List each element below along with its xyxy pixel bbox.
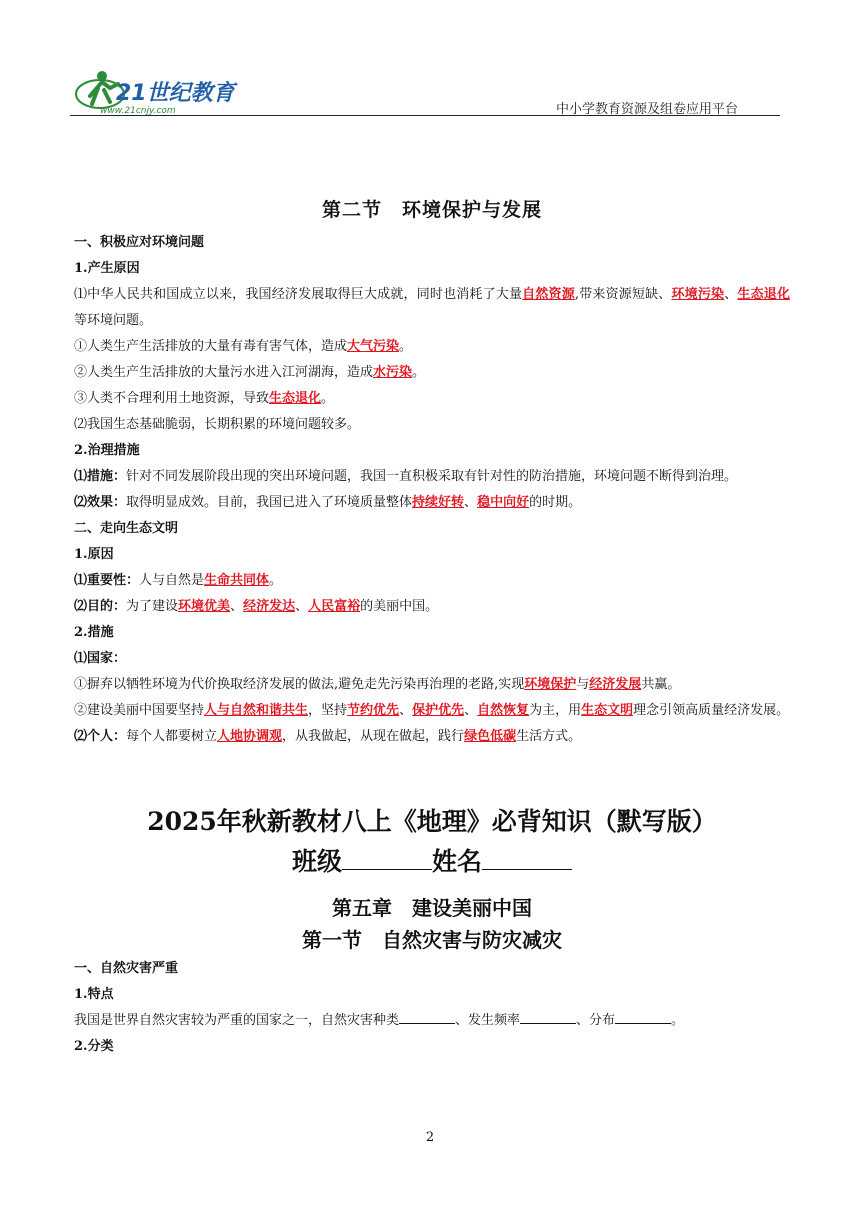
keyword: 经济发达 — [243, 599, 296, 614]
dictation-title: 2025年秋新教材八上《地理》必背知识（默写版） — [147, 807, 717, 836]
keyword: 节约优先 — [347, 703, 400, 718]
keyword: 生态退化 — [269, 391, 322, 406]
keyword: 大气污染 — [347, 339, 400, 354]
page-number: 2 — [425, 1130, 435, 1145]
paragraph-water-pollution: ②人类生产生活排放的大量污水进入江河湖海，造成水污染。 — [74, 365, 426, 380]
keyword: 自然资源 — [522, 287, 575, 302]
page-header — [70, 66, 780, 118]
class-blank[interactable] — [342, 869, 432, 870]
keyword: 水污染 — [373, 365, 413, 380]
keyword: 保护优先 — [412, 703, 465, 718]
fill-blank-types[interactable] — [399, 1023, 455, 1024]
keyword: 生态退化 — [737, 287, 790, 302]
heading-1: 一、积极应对环境问题 — [74, 235, 205, 250]
heading-disaster: 一、自然灾害严重 — [74, 961, 179, 976]
chapter-title: 第五章 建设美丽中国 — [332, 896, 532, 920]
logo-text: 21世纪教育 — [116, 81, 235, 106]
platform-name: 中小学教育资源及组卷应用平台 — [555, 102, 738, 117]
paragraph-country-1: ①摒弃以牺牲环境为代价换取经济发展的做法,避免走先污染再治理的老路,实现环境保护与经济发展共赢。 — [74, 677, 681, 692]
logo-url-text: www.21cnjy.com — [100, 106, 176, 116]
paragraph-individual: ⑵个人：每个人都要树立人地协调观，从我做起，从现在做起，践行绿色低碳生活方式。 — [74, 729, 582, 744]
keyword: 生态文明 — [581, 703, 634, 718]
document-body — [74, 195, 790, 1060]
logo — [70, 66, 240, 118]
keyword: 人与自然和谐共生 — [204, 703, 309, 718]
subheading-measures: 2.治理措施 — [74, 443, 140, 458]
subheading-classification: 2.分类 — [74, 1039, 114, 1054]
keyword: 环境优美 — [178, 599, 231, 614]
keyword: 环境保护 — [524, 677, 577, 692]
heading-2: 二、走向生态文明 — [74, 521, 179, 536]
paragraph-importance: ⑴重要性：人与自然是生命共同体。 — [74, 573, 283, 588]
paragraph-country-label: ⑴国家： — [74, 651, 127, 666]
subheading-reasons: 1.原因 — [74, 547, 114, 562]
subheading-features: 1.特点 — [74, 987, 114, 1002]
paragraph-features: 我国是世界自然灾害较为严重的国家之一，自然灾害种类 、发生频率 、分布 。 — [74, 1013, 685, 1028]
paragraph-purpose: ⑵目的：为了建设环境优美、经济发达、人民富裕的美丽中国。 — [74, 599, 439, 614]
keyword: 人民富裕 — [308, 599, 361, 614]
fill-blank-frequency[interactable] — [520, 1023, 576, 1024]
keyword: 人地协调观 — [217, 729, 283, 744]
paragraph-effects: ⑵效果：取得明显成效。目前，我国已进入了环境质量整体持续好转、稳中向好的时期。 — [74, 495, 582, 510]
keyword: 绿色低碳 — [464, 729, 517, 744]
section-title: 第二节 环境保护与发展 — [321, 199, 542, 221]
paragraph-country-2: ②建设美丽中国要坚持人与自然和谐共生，坚持节约优先、保护优先、自然恢复为主，用生态文明理念引领高质量经济发展。 — [74, 703, 790, 718]
paragraph-land: ③人类不合理利用土地资源，导致生态退化。 — [74, 391, 335, 406]
paragraph-cause-1: ⑴中华人民共和国成立以来，我国经济发展取得巨大成就，同时也消耗了大量自然资源,带来资源短缺、环境污染、生态退化等环境问题。 — [74, 287, 790, 328]
keyword: 稳中向好 — [477, 495, 530, 510]
keyword: 经济发展 — [589, 677, 642, 692]
paragraph-air-pollution: ①人类生产生活排放的大量有毒有害气体，造成大气污染。 — [74, 339, 413, 354]
name-blank[interactable] — [482, 869, 572, 870]
subheading-actions: 2.措施 — [74, 625, 114, 640]
paragraph-cause-2: ⑵我国生态基础脆弱，长期积累的环境问题较多。 — [74, 417, 361, 432]
keyword: 自然恢复 — [477, 703, 530, 718]
keyword: 持续好转 — [412, 495, 465, 510]
class-name-line: 班级 姓名 — [74, 842, 790, 882]
header-divider — [70, 115, 780, 116]
section-1-title: 第一节 自然灾害与防灾减灾 — [302, 928, 562, 952]
paragraph-measures: ⑴措施：针对不同发展阶段出现的突出环境问题，我国一直积极采取有针对性的防治措施，环境问题不断得到治理。 — [74, 469, 738, 484]
logo-graphic — [70, 66, 240, 118]
keyword: 环境污染 — [671, 287, 725, 302]
keyword: 生命共同体 — [204, 573, 270, 588]
subheading-causes: 1.产生原因 — [74, 261, 140, 276]
fill-blank-distribution[interactable] — [615, 1023, 671, 1024]
